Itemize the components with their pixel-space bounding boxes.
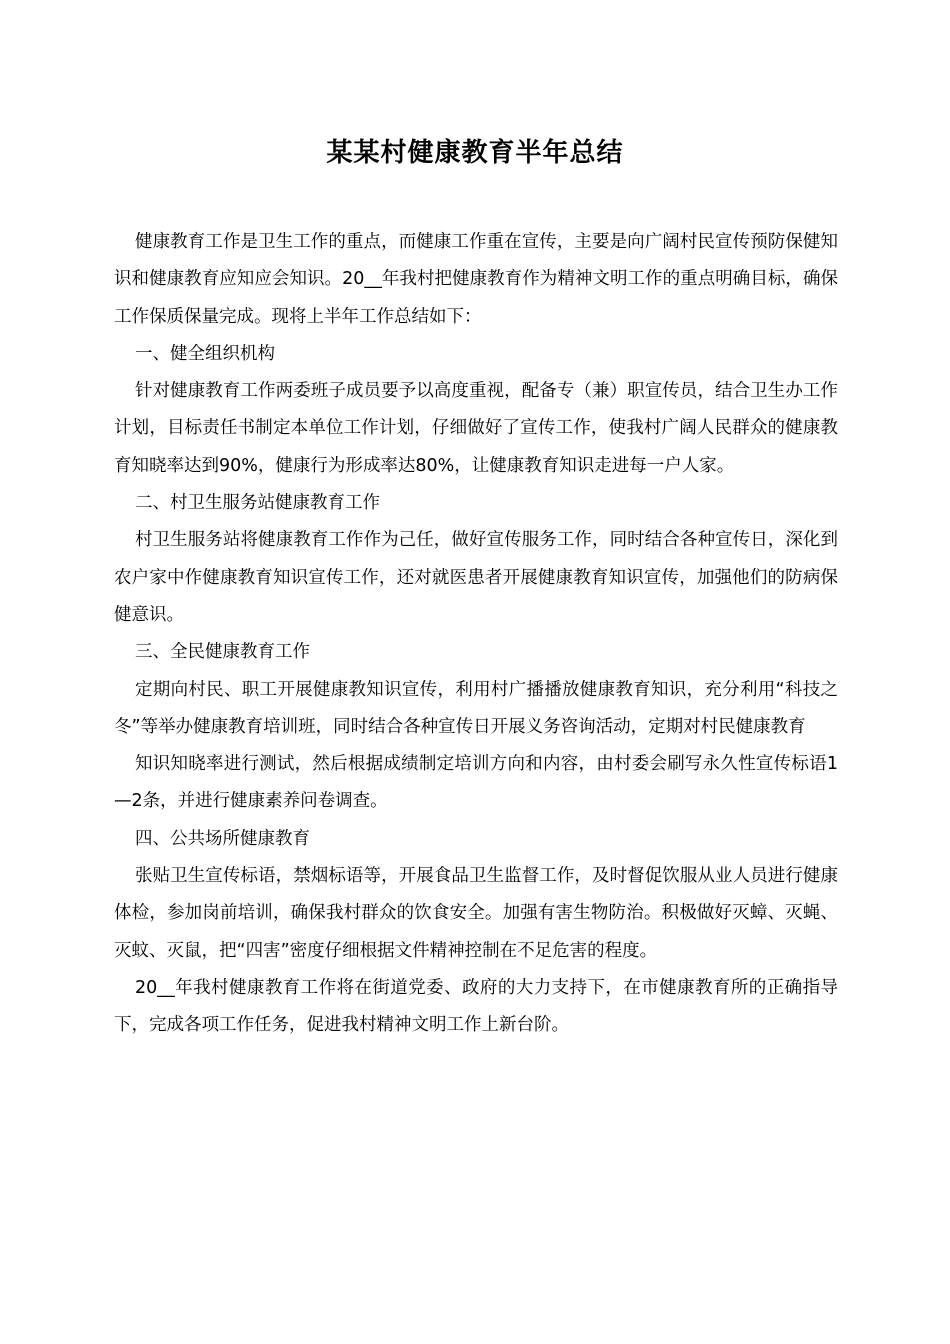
intro-paragraph: 健康教育工作是卫生工作的重点，而健康工作重在宣传，主要是向广阔村民宣传预防保健知识和健康教育应知应会知识。20__年我村把健康教育作为精神文明工作的重点明确目标，确保工作保质保量完成。现将上半年工作总结如下：: [114, 232, 838, 327]
public-education-paragraph-continued: 知识知晓率进行测试，然后根据成绩制定培训方向和内容，由村委会刷写永久性宣传标语1—2条，并进行健康素养问卷调查。: [114, 754, 838, 812]
section-heading-health-station: 二、村卫生服务站健康教育工作: [135, 493, 380, 514]
organization-paragraph: 针对健康教育工作两委班子成员要予以高度重视，配备专（兼）职宣传员，结合卫生办工作计划，目标责任书制定本单位工作计划，仔细做好了宣传工作，使我村广阔人民群众的健康教育知晓率达到90%，健康行为形成率达80%，让健康教育知识走进每一户人家。: [114, 381, 838, 476]
health-station-paragraph: 村卫生服务站将健康教育工作作为己任，做好宣传服务工作，同时结合各种宣传日，深化到农户家中作健康教育知识宣传工作，还对就医患者开展健康教育知识宣传，加强他们的防病保健意识。: [114, 530, 838, 625]
section-heading-organization: 一、健全组织机构: [135, 343, 275, 364]
public-education-paragraph: 定期向村民、职工开展健康教知识宣传，利用村广播播放健康教育知识，充分利用“科技之冬”等举办健康教育培训班，同时结合各种宣传日开展义务咨询活动，定期对村民健康教育: [114, 679, 838, 737]
closing-paragraph: 20__年我村健康教育工作将在街道党委、政府的大力支持下，在市健康教育所的正确指导下，完成各项工作任务，促进我村精神文明工作上新台阶。: [114, 977, 838, 1036]
document-title: 某某村健康教育半年总结: [326, 138, 624, 168]
section-heading-public-places: 四、公共场所健康教育: [135, 828, 310, 849]
section-heading-public-education: 三、全民健康教育工作: [135, 642, 310, 663]
document-body: [114, 224, 838, 1045]
public-places-paragraph: 张贴卫生宣传标语，禁烟标语等，开展食品卫生监督工作，及时督促饮服从业人员进行健康体检，参加岗前培训，确保我村群众的饮食安全。加强有害生物防治。积极做好灭蟑、灭蝇、灭蚊、灭鼠，把“四害”密度仔细根据文件精神控制在不足危害的程度。: [114, 866, 838, 961]
